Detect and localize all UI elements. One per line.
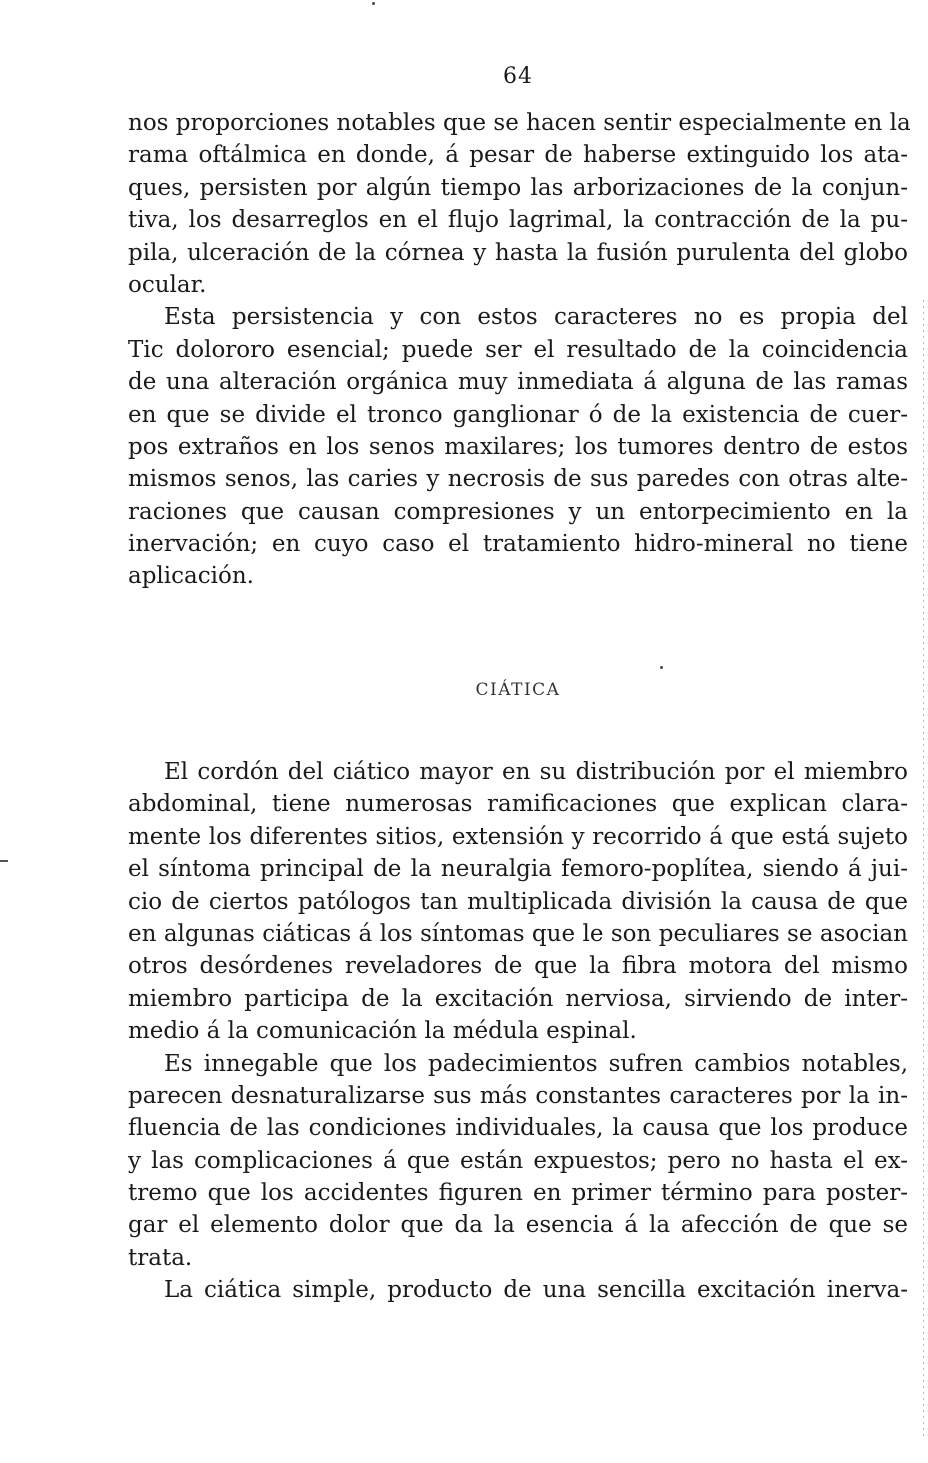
text-line: mismos senos, las caries y necrosis de sus paredes con otras alte- bbox=[128, 466, 908, 493]
text-line: otros desórdenes reveladores de que la fibra motora del mismo bbox=[128, 953, 908, 980]
section-heading: CIÁTICA bbox=[475, 680, 561, 700]
text-line: nos proporciones notables que se hacen sentir especialmente en la bbox=[128, 110, 911, 136]
text-line: ques, persisten por algún tiempo las arborizaciones de la conjun- bbox=[128, 174, 908, 201]
ink-speck bbox=[660, 666, 663, 669]
margin-mark bbox=[0, 860, 8, 862]
text-line: parecen desnaturalizarse sus más constantes caracteres por la in- bbox=[128, 1082, 908, 1109]
ink-speck bbox=[372, 2, 375, 5]
page-number: 64 bbox=[503, 64, 533, 89]
text-block-trigeminal bbox=[128, 107, 911, 593]
text-line: el síntoma principal de la neuralgia femoro-poplítea, siendo á jui- bbox=[128, 856, 908, 883]
text-line: pila, ulceración de la córnea y hasta la fusión purulenta del globo bbox=[128, 239, 908, 266]
text-line: raciones que causan compresiones y un entorpecimiento en la bbox=[128, 498, 908, 525]
text-line: fluencia de las condiciones individuales, la causa que los produce bbox=[128, 1115, 908, 1142]
text-line: en que se divide el tronco ganglionar ó de la existencia de cuer- bbox=[128, 401, 908, 428]
text-line: cio de ciertos patólogos tan multiplicada división la causa de que bbox=[128, 888, 908, 915]
text-line: tiva, los desarreglos en el flujo lagrimal, la contracción de la pu- bbox=[128, 207, 908, 234]
text-line: abdominal, tiene numerosas ramificaciones que explican clara- bbox=[128, 791, 908, 818]
text-line: tremo que los accidentes figuren en primer término para poster- bbox=[128, 1180, 908, 1207]
text-line: en algunas ciáticas á los síntomas que le son peculiares se asocian bbox=[128, 920, 908, 947]
text-line: El cordón del ciático mayor en su distribución por el miembro bbox=[164, 759, 908, 785]
text-line: aplicación. bbox=[128, 563, 254, 590]
text-line: rama oftálmica en donde, á pesar de haberse extinguido los ata- bbox=[128, 142, 908, 169]
text-line: Es innegable que los padecimientos sufren cambios notables, bbox=[164, 1050, 908, 1077]
scan-edge-dots bbox=[923, 300, 924, 1440]
text-line: pos extraños en los senos maxilares; los tumores dentro de estos bbox=[128, 433, 908, 460]
text-line: y las complicaciones á que están expuestos; pero no hasta el ex- bbox=[128, 1147, 908, 1174]
text-line: medio á la comunicación la médula espinal. bbox=[128, 1018, 637, 1045]
text-line: de una alteración orgánica muy inmediata á alguna de las ramas bbox=[128, 369, 908, 396]
text-block-ciatica bbox=[128, 756, 908, 1307]
text-line: Tic dolororo esencial; puede ser el resultado de la coincidencia bbox=[128, 336, 908, 363]
text-line: trata. bbox=[128, 1244, 193, 1271]
text-line: miembro participa de la excitación nerviosa, sirviendo de inter- bbox=[128, 985, 908, 1012]
text-line: mente los diferentes sitios, extensión y recorrido á que está sujeto bbox=[128, 823, 908, 850]
text-line: ocular. bbox=[128, 271, 207, 298]
text-line: gar el elemento dolor que da la esencia á la afección de que se bbox=[128, 1212, 908, 1239]
text-line: inervación; en cuyo caso el tratamiento hidro-mineral no tiene bbox=[128, 531, 908, 558]
text-line: La ciática simple, producto de una sencilla excitación inerva- bbox=[164, 1277, 908, 1304]
text-line: Esta persistencia y con estos caracteres no es propia del bbox=[164, 304, 908, 331]
